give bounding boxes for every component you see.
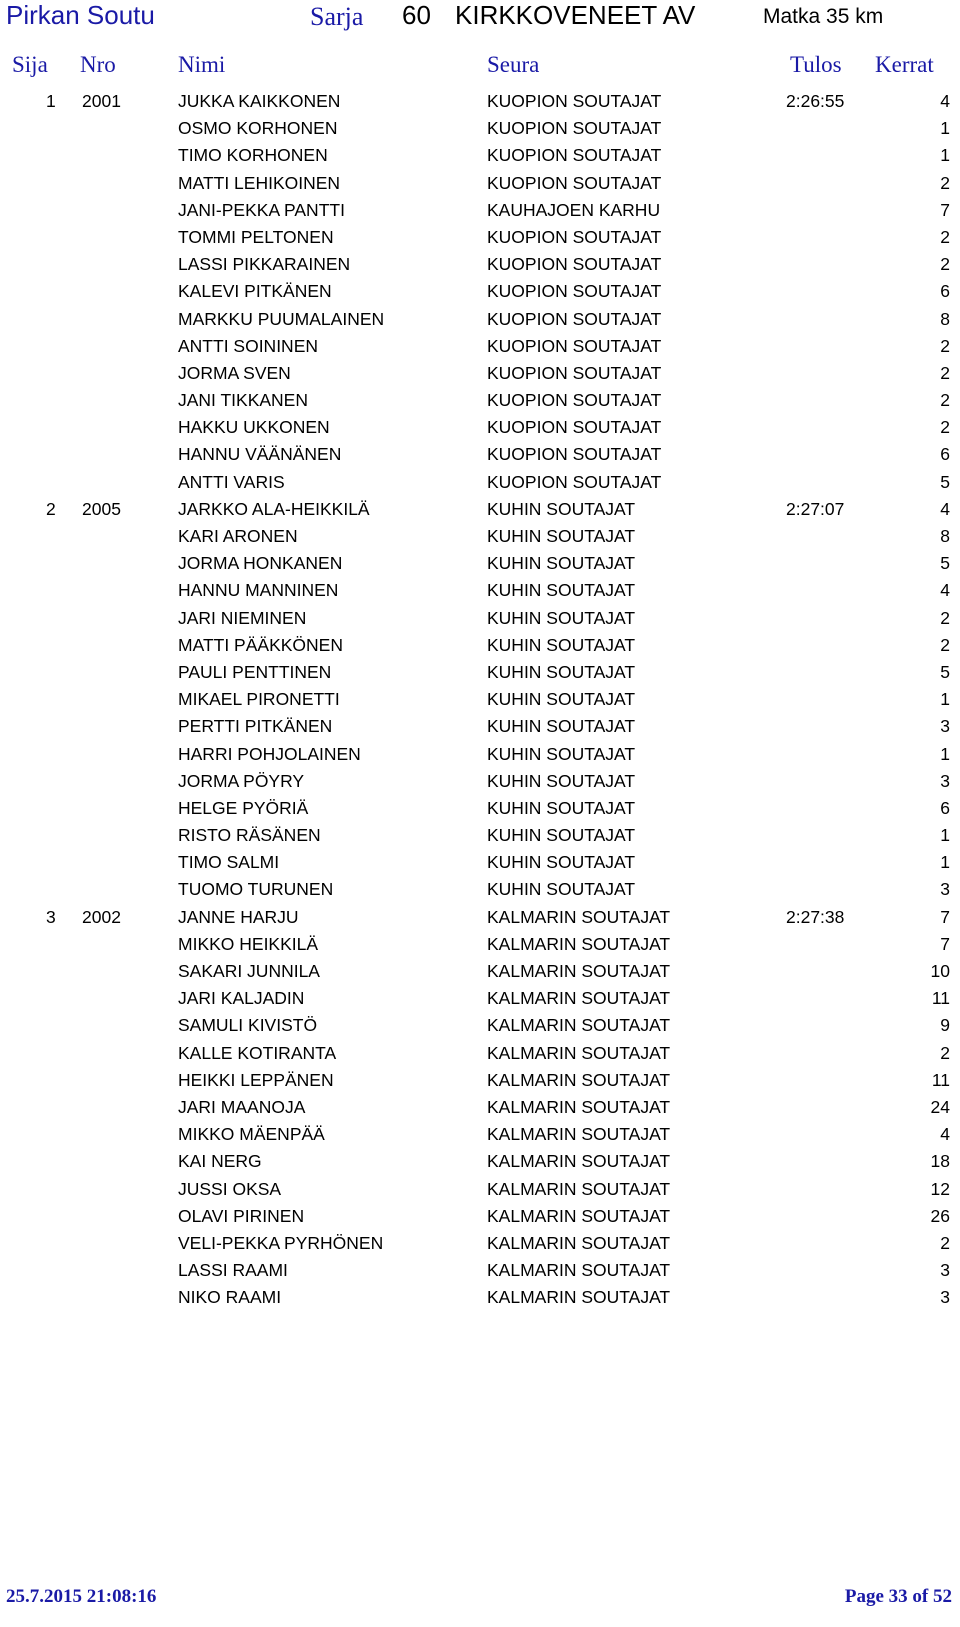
cell-kerrat: 2	[940, 226, 950, 247]
table-row	[0, 142, 960, 169]
table-row	[0, 224, 960, 251]
cell-kerrat: 1	[940, 743, 950, 764]
cell-kerrat: 6	[940, 281, 950, 302]
cell-kerrat: 24	[930, 1096, 950, 1117]
cell-seura: KUHIN SOUTAJAT	[487, 825, 636, 846]
cell-seura: KALMARIN SOUTAJAT	[487, 1178, 671, 1199]
cell-nimi: KARI ARONEN	[178, 526, 298, 546]
cell-tulos: 2:26:55	[786, 91, 845, 111]
cell-seura: KUHIN SOUTAJAT	[487, 770, 636, 791]
cell-kerrat: 26	[930, 1205, 950, 1226]
cell-seura: KUHIN SOUTAJAT	[487, 879, 636, 900]
cell-nimi: ANTTI VARIS	[178, 471, 285, 492]
cell-nimi: JARKKO ALA-HEIKKILÄ	[178, 498, 370, 519]
cell-kerrat: 11	[931, 1069, 950, 1090]
cell-kerrat: 2	[940, 607, 950, 628]
cell-nimi: JORMA SVEN	[178, 362, 291, 383]
class-number: 60	[402, 0, 431, 30]
cell-nimi: MIKAEL PIRONETTI	[178, 689, 340, 710]
cell-nro: 2001	[82, 91, 121, 111]
cell-nimi: KALEVI PITKÄNEN	[178, 281, 332, 302]
cell-nimi: JORMA HONKANEN	[178, 553, 343, 574]
cell-nimi: HAKKU UKKONEN	[178, 417, 330, 438]
cell-seura: KALMARIN SOUTAJAT	[487, 1287, 671, 1308]
table-row	[0, 1094, 960, 1121]
cell-seura: KUOPION SOUTAJAT	[487, 417, 662, 438]
table-row	[0, 306, 960, 333]
column-header-nimi: Nimi	[178, 52, 226, 77]
cell-kerrat: 2	[940, 390, 950, 411]
cell-nimi: TUOMO TURUNEN	[178, 879, 334, 900]
table-row	[0, 931, 960, 958]
table-row	[0, 333, 960, 360]
cell-seura: KUOPION SOUTAJAT	[487, 226, 662, 247]
table-row	[0, 469, 960, 496]
cell-nimi: HELGE PYÖRIÄ	[178, 797, 309, 818]
cell-seura: KUOPION SOUTAJAT	[487, 254, 662, 275]
page-number: Page 33 of 52	[844, 1586, 952, 1607]
cell-nimi: MIKKO MÄENPÄÄ	[178, 1124, 325, 1145]
table-row	[0, 632, 960, 659]
cell-seura: KALMARIN SOUTAJAT	[487, 1015, 671, 1036]
cell-seura: KUOPION SOUTAJAT	[487, 91, 662, 111]
cell-kerrat: 2	[940, 1232, 950, 1253]
cell-kerrat: 5	[940, 661, 950, 682]
table-row	[0, 985, 960, 1012]
cell-kerrat: 3	[940, 1287, 950, 1308]
cell-nimi: JUSSI OKSA	[178, 1178, 282, 1199]
table-row	[0, 795, 960, 822]
cell-kerrat: 5	[940, 553, 950, 574]
table-row	[0, 686, 960, 713]
cell-nimi: HEIKKI LEPPÄNEN	[178, 1069, 334, 1090]
cell-seura: KALMARIN SOUTAJAT	[487, 906, 671, 927]
cell-kerrat: 8	[940, 526, 950, 546]
cell-nimi: JANNE HARJU	[178, 906, 299, 927]
table-row	[0, 741, 960, 768]
cell-nimi: JARI MAANOJA	[178, 1096, 306, 1117]
cell-kerrat: 1	[940, 689, 950, 710]
cell-kerrat: 1	[940, 825, 950, 846]
table-row	[0, 360, 960, 387]
cell-kerrat: 3	[940, 879, 950, 900]
cell-nimi: MIKKO HEIKKILÄ	[178, 933, 319, 954]
column-header-sija: Sija	[12, 52, 48, 77]
cell-kerrat: 3	[940, 716, 950, 737]
column-header-tulos: Tulos	[790, 52, 842, 77]
cell-nimi: LASSI RAAMI	[178, 1260, 288, 1281]
cell-seura: KUOPION SOUTAJAT	[487, 172, 662, 193]
cell-tulos: 2:27:38	[786, 906, 845, 927]
cell-nimi: PAULI PENTTINEN	[178, 661, 332, 682]
cell-kerrat: 3	[940, 770, 950, 791]
cell-kerrat: 2	[940, 335, 950, 356]
table-row	[0, 88, 960, 115]
cell-kerrat: 12	[930, 1178, 950, 1199]
cell-nimi: OLAVI PIRINEN	[178, 1205, 305, 1226]
cell-seura: KUOPION SOUTAJAT	[487, 390, 662, 411]
cell-sija: 1	[46, 91, 56, 111]
cell-seura: KUHIN SOUTAJAT	[487, 852, 636, 873]
table-row	[0, 1012, 960, 1039]
cell-nimi: ANTTI SOININEN	[178, 335, 319, 356]
table-row	[0, 876, 960, 903]
cell-kerrat: 2	[940, 417, 950, 438]
cell-nro: 2002	[82, 906, 121, 927]
cell-nimi: JARI KALJADIN	[178, 988, 305, 1009]
table-row	[0, 904, 960, 931]
cell-seura: KUOPION SOUTAJAT	[487, 118, 662, 139]
cell-kerrat: 1	[940, 145, 950, 166]
table-row	[0, 414, 960, 441]
cell-kerrat: 7	[940, 906, 950, 927]
column-header-kerrat: Kerrat	[875, 52, 934, 77]
table-row	[0, 577, 960, 604]
table-row	[0, 768, 960, 795]
cell-kerrat: 18	[930, 1151, 950, 1172]
print-timestamp: 25.7.2015 21:08:16	[6, 1586, 157, 1607]
table-row	[0, 170, 960, 197]
cell-seura: KUHIN SOUTAJAT	[487, 716, 636, 737]
cell-seura: KUHIN SOUTAJAT	[487, 661, 636, 682]
cell-seura: KUHIN SOUTAJAT	[487, 743, 636, 764]
cell-kerrat: 5	[940, 471, 950, 492]
cell-nimi: OSMO KORHONEN	[178, 118, 338, 139]
cell-kerrat: 6	[940, 444, 950, 465]
table-row	[0, 1176, 960, 1203]
column-header-seura: Seura	[487, 52, 540, 77]
table-row	[0, 849, 960, 876]
cell-kerrat: 1	[940, 852, 950, 873]
table-row	[0, 1284, 960, 1311]
cell-sija: 3	[46, 906, 56, 927]
cell-kerrat: 4	[940, 91, 950, 111]
cell-kerrat: 11	[931, 988, 950, 1009]
cell-kerrat: 2	[940, 1042, 950, 1063]
cell-kerrat: 2	[940, 172, 950, 193]
cell-seura: KUHIN SOUTAJAT	[487, 607, 636, 628]
class-name: KIRKKOVENEET AV	[455, 0, 696, 30]
cell-nimi: LASSI PIKKARAINEN	[178, 254, 351, 275]
cell-seura: KAUHAJOEN KARHU	[487, 199, 661, 220]
cell-nimi: TIMO KORHONEN	[178, 145, 328, 166]
results-table	[0, 88, 960, 1311]
cell-nimi: NIKO RAAMI	[178, 1287, 282, 1308]
cell-kerrat: 6	[940, 797, 950, 818]
cell-kerrat: 1	[940, 118, 950, 139]
cell-seura: KALMARIN SOUTAJAT	[487, 1069, 671, 1090]
table-row	[0, 550, 960, 577]
table-row	[0, 659, 960, 686]
event-title: Pirkan Soutu	[6, 0, 155, 30]
column-headers	[0, 52, 960, 84]
distance: Matka 35 km	[763, 5, 884, 28]
cell-nimi: JANI TIKKANEN	[178, 390, 308, 411]
class-label: Sarja	[310, 2, 364, 31]
cell-seura: KUHIN SOUTAJAT	[487, 526, 636, 546]
cell-seura: KUOPION SOUTAJAT	[487, 471, 662, 492]
cell-sija: 2	[46, 498, 56, 519]
table-row	[0, 605, 960, 632]
cell-seura: KUOPION SOUTAJAT	[487, 308, 662, 329]
table-row	[0, 496, 960, 523]
cell-nimi: SAMULI KIVISTÖ	[178, 1015, 318, 1036]
table-row	[0, 1121, 960, 1148]
cell-nimi: KAI NERG	[178, 1151, 262, 1172]
cell-nimi: RISTO RÄSÄNEN	[178, 825, 321, 846]
cell-seura: KALMARIN SOUTAJAT	[487, 1232, 671, 1253]
cell-seura: KUOPION SOUTAJAT	[487, 362, 662, 383]
table-row	[0, 441, 960, 468]
cell-kerrat: 2	[940, 634, 950, 655]
cell-kerrat: 8	[940, 308, 950, 329]
table-row	[0, 713, 960, 740]
cell-kerrat: 2	[940, 254, 950, 275]
table-row	[0, 958, 960, 985]
cell-seura: KALMARIN SOUTAJAT	[487, 961, 671, 981]
cell-nimi: MARKKU PUUMALAINEN	[178, 308, 385, 329]
cell-nimi: TOMMI PELTONEN	[178, 226, 334, 247]
table-row	[0, 1148, 960, 1175]
cell-seura: KUOPION SOUTAJAT	[487, 335, 662, 356]
cell-kerrat: 4	[940, 498, 950, 519]
table-row	[0, 197, 960, 224]
cell-kerrat: 7	[940, 933, 950, 954]
table-row	[0, 1203, 960, 1230]
table-row	[0, 1067, 960, 1094]
cell-nimi: JARI NIEMINEN	[178, 607, 307, 628]
table-row	[0, 1040, 960, 1067]
cell-nimi: SAKARI JUNNILA	[178, 961, 320, 981]
cell-nimi: PERTTI PITKÄNEN	[178, 716, 333, 737]
cell-nimi: JORMA PÖYRY	[178, 770, 305, 791]
cell-nimi: TIMO SALMI	[178, 852, 280, 873]
cell-nimi: JUKKA KAIKKONEN	[178, 91, 341, 111]
cell-seura: KUHIN SOUTAJAT	[487, 689, 636, 710]
cell-nro: 2005	[82, 498, 121, 519]
table-row	[0, 1257, 960, 1284]
cell-seura: KALMARIN SOUTAJAT	[487, 933, 671, 954]
cell-nimi: MATTI LEHIKOINEN	[178, 172, 341, 193]
cell-kerrat: 7	[940, 199, 950, 220]
column-header-nro: Nro	[80, 52, 116, 77]
cell-seura: KUOPION SOUTAJAT	[487, 281, 662, 302]
cell-kerrat: 4	[940, 580, 950, 601]
cell-seura: KALMARIN SOUTAJAT	[487, 1205, 671, 1226]
table-row	[0, 1230, 960, 1257]
table-row	[0, 115, 960, 142]
cell-seura: KALMARIN SOUTAJAT	[487, 1042, 671, 1063]
table-row	[0, 523, 960, 550]
cell-nimi: HANNU VÄÄNÄNEN	[178, 444, 342, 465]
table-row	[0, 251, 960, 278]
cell-kerrat: 4	[940, 1124, 950, 1145]
cell-kerrat: 3	[940, 1260, 950, 1281]
cell-seura: KUHIN SOUTAJAT	[487, 797, 636, 818]
cell-seura: KALMARIN SOUTAJAT	[487, 1260, 671, 1281]
cell-seura: KUHIN SOUTAJAT	[487, 553, 636, 574]
cell-nimi: JANI-PEKKA PANTTI	[178, 199, 345, 220]
table-row	[0, 822, 960, 849]
cell-seura: KALMARIN SOUTAJAT	[487, 1096, 671, 1117]
cell-seura: KUHIN SOUTAJAT	[487, 580, 636, 601]
page-header	[0, 0, 960, 36]
cell-nimi: VELI-PEKKA PYRHÖNEN	[178, 1232, 384, 1253]
cell-kerrat: 2	[940, 362, 950, 383]
cell-kerrat: 10	[930, 961, 950, 981]
cell-nimi: KALLE KOTIRANTA	[178, 1042, 337, 1063]
cell-kerrat: 9	[940, 1015, 950, 1036]
cell-tulos: 2:27:07	[786, 498, 845, 519]
cell-seura: KUHIN SOUTAJAT	[487, 498, 636, 519]
cell-nimi: HANNU MANNINEN	[178, 580, 339, 601]
cell-seura: KUOPION SOUTAJAT	[487, 145, 662, 166]
cell-seura: KALMARIN SOUTAJAT	[487, 988, 671, 1009]
cell-seura: KALMARIN SOUTAJAT	[487, 1124, 671, 1145]
cell-nimi: MATTI PÄÄKKÖNEN	[178, 634, 343, 655]
cell-seura: KUOPION SOUTAJAT	[487, 444, 662, 465]
cell-seura: KALMARIN SOUTAJAT	[487, 1151, 671, 1172]
cell-seura: KUHIN SOUTAJAT	[487, 634, 636, 655]
table-row	[0, 278, 960, 305]
table-row	[0, 387, 960, 414]
cell-nimi: HARRI POHJOLAINEN	[178, 743, 361, 764]
